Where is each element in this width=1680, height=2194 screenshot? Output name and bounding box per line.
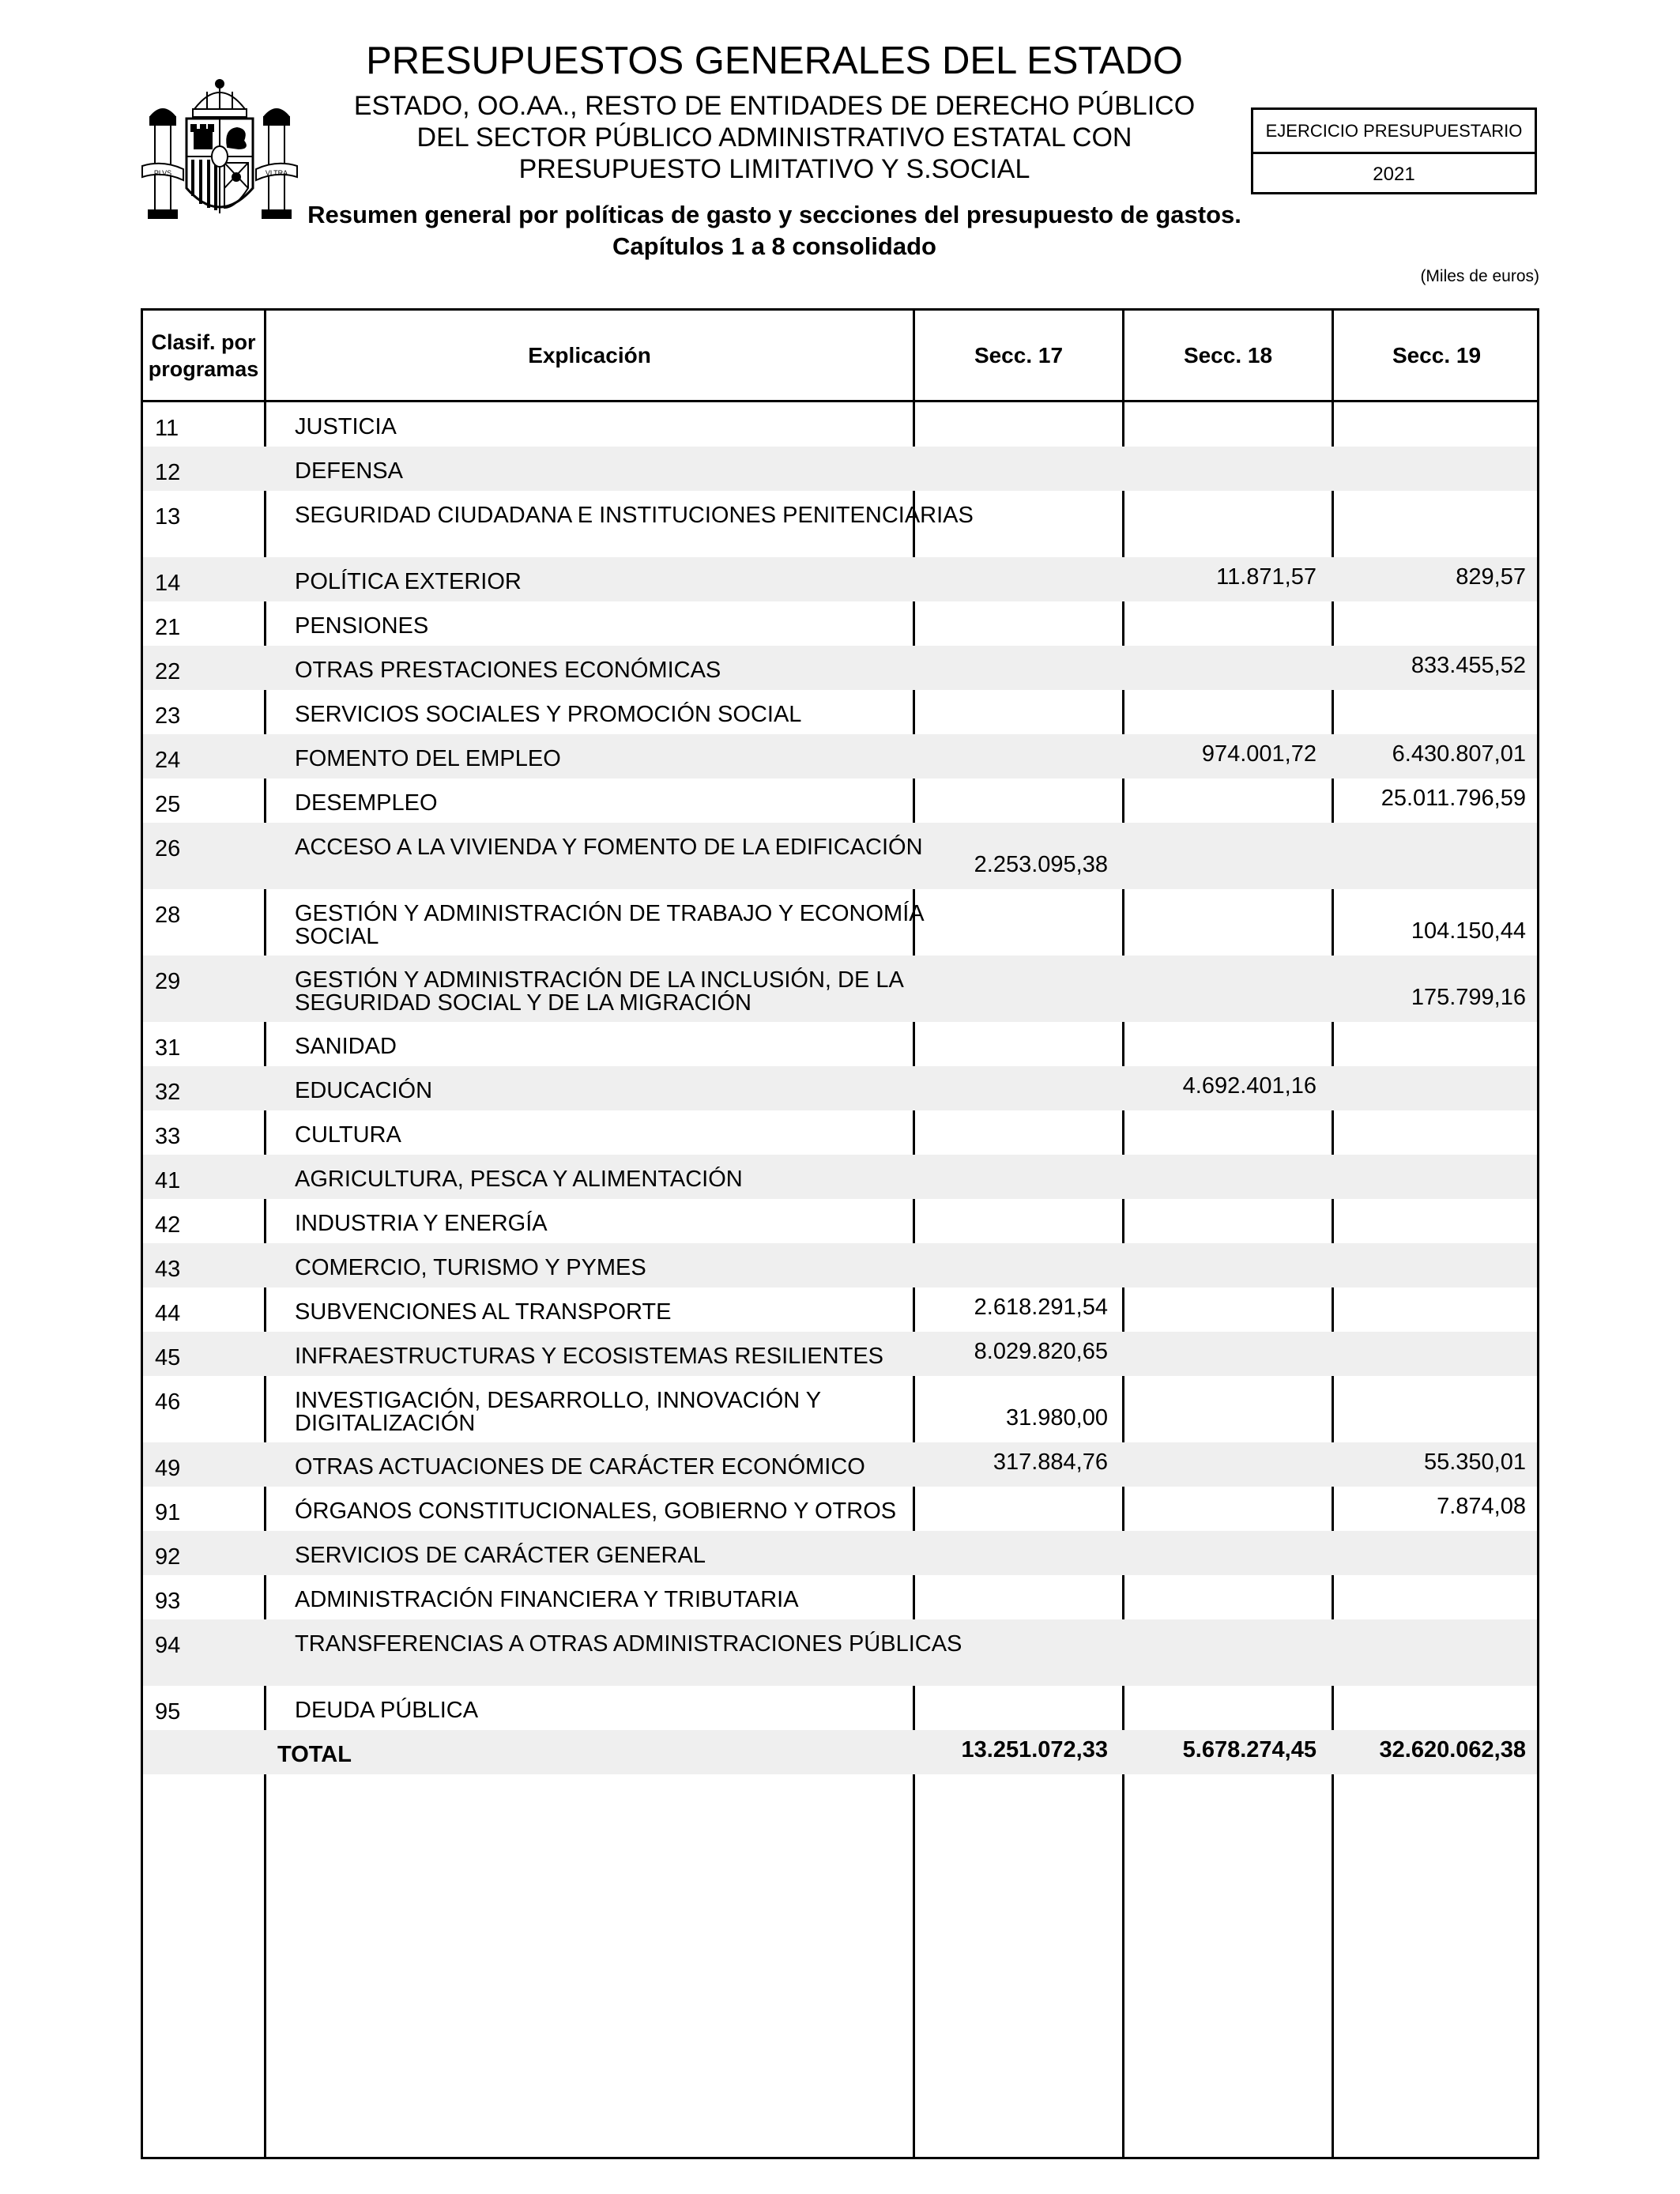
column-header-secc-19: Secc. 19 xyxy=(1392,342,1482,368)
row-description: INDUSTRIA Y ENERGÍA xyxy=(295,1211,548,1236)
row-description: CULTURA xyxy=(295,1122,401,1148)
row-secc-17-value: 317.884,76 xyxy=(993,1449,1108,1475)
table-row xyxy=(143,1376,1537,1442)
table-row xyxy=(143,889,1537,956)
row-code: 32 xyxy=(155,1080,181,1105)
fiscal-year-value: 2021 xyxy=(1373,163,1415,185)
row-description: GESTIÓN Y ADMINISTRACIÓN DE TRABAJO Y ECONOMÍA SOCIAL xyxy=(295,901,923,949)
row-description: PENSIONES xyxy=(295,613,429,639)
table-row xyxy=(143,1686,1537,1730)
row-secc-19-value: 104.150,44 xyxy=(1411,918,1526,944)
table-row xyxy=(143,823,1537,889)
row-description: OTRAS PRESTACIONES ECONÓMICAS xyxy=(295,658,721,683)
subtitle-line: ESTADO, OO.AA., RESTO DE ENTIDADES DE DERECHO PÚBLICO xyxy=(353,91,1196,121)
row-secc-18-value: 11.871,57 xyxy=(1216,564,1317,590)
row-code: 14 xyxy=(155,571,181,596)
row-code: 24 xyxy=(155,748,181,773)
row-secc-19-value: 7.874,08 xyxy=(1437,1494,1526,1519)
row-description: FOMENTO DEL EMPLEO xyxy=(295,746,561,771)
row-code: 94 xyxy=(155,1633,181,1658)
row-description: ÓRGANOS CONSTITUCIONALES, GOBIERNO Y OTROS xyxy=(295,1498,897,1524)
table-row xyxy=(143,1487,1537,1531)
table-row xyxy=(143,690,1537,734)
svg-text:VLTRA: VLTRA xyxy=(265,169,288,177)
row-description: OTRAS ACTUACIONES DE CARÁCTER ECONÓMICO xyxy=(295,1454,865,1480)
total-secc-18: 5.678.274,45 xyxy=(1182,1737,1317,1762)
table-row xyxy=(143,1243,1537,1287)
row-code: 22 xyxy=(155,659,181,684)
table-header xyxy=(143,311,1537,402)
row-description: SEGURIDAD CIUDADANA E INSTITUCIONES PENITENCIARIAS xyxy=(295,503,974,528)
subtitle-line: PRESUPUESTO LIMITATIVO Y S.SOCIAL xyxy=(518,154,1030,184)
table-row xyxy=(143,1110,1537,1155)
row-secc-19-value: 55.350,01 xyxy=(1423,1449,1526,1475)
fiscal-year-label: EJERCICIO PRESUPUESTARIO xyxy=(1253,110,1535,154)
column-header-secc-18: Secc. 18 xyxy=(1183,342,1273,368)
row-description: GESTIÓN Y ADMINISTRACIÓN DE LA INCLUSIÓN, DE LA SEGURIDAD SOCIAL Y DE LA MIGRACIÓN xyxy=(295,967,903,1016)
table-row xyxy=(143,1575,1537,1619)
row-code: 44 xyxy=(155,1301,181,1326)
svg-text:PLVS: PLVS xyxy=(153,169,172,177)
report-description xyxy=(300,199,1249,262)
row-secc-19-value: 25.011.796,59 xyxy=(1381,786,1526,811)
table-row xyxy=(143,734,1537,778)
table-row xyxy=(143,1155,1537,1199)
row-code: 29 xyxy=(155,969,181,994)
row-secc-18-value: 974.001,72 xyxy=(1201,741,1317,767)
row-code: 21 xyxy=(155,615,181,640)
row-code: 49 xyxy=(155,1456,181,1481)
row-description: COMERCIO, TURISMO Y PYMES xyxy=(295,1255,646,1280)
row-description: JUSTICIA xyxy=(295,414,397,439)
row-description: AGRICULTURA, PESCA Y ALIMENTACIÓN xyxy=(295,1167,743,1192)
total-secc-17: 13.251.072,33 xyxy=(961,1737,1108,1762)
table-row xyxy=(143,402,1537,447)
row-code: 28 xyxy=(155,903,181,928)
row-description: ADMINISTRACIÓN FINANCIERA Y TRIBUTARIA xyxy=(295,1587,799,1612)
row-secc-18-value: 4.692.401,16 xyxy=(1182,1073,1317,1099)
table-row xyxy=(143,1531,1537,1575)
table-row xyxy=(143,646,1537,690)
row-description: DEUDA PÚBLICA xyxy=(295,1698,479,1723)
row-secc-17-value: 31.980,00 xyxy=(1005,1405,1108,1431)
table-row xyxy=(143,1199,1537,1243)
table-row xyxy=(143,1442,1537,1487)
row-code: 45 xyxy=(155,1345,181,1370)
row-secc-17-value: 8.029.820,65 xyxy=(974,1339,1108,1364)
column-header-secc-17: Secc. 17 xyxy=(974,342,1064,368)
table-row xyxy=(143,447,1537,491)
row-code: 33 xyxy=(155,1124,181,1149)
row-description: EDUCACIÓN xyxy=(295,1078,433,1103)
table-row xyxy=(143,1619,1537,1686)
units-note: (Miles de euros) xyxy=(1420,267,1539,285)
row-description: INFRAESTRUCTURAS Y ECOSISTEMAS RESILIENTES xyxy=(295,1344,884,1369)
row-code: 95 xyxy=(155,1699,181,1725)
table-row xyxy=(143,1022,1537,1066)
row-description: POLÍTICA EXTERIOR xyxy=(295,569,522,594)
row-code: 11 xyxy=(155,416,179,441)
row-description: SANIDAD xyxy=(295,1034,397,1059)
total-label: TOTAL xyxy=(277,1742,352,1767)
row-secc-17-value: 2.253.095,38 xyxy=(974,852,1108,877)
table-row xyxy=(143,491,1537,557)
row-code: 31 xyxy=(155,1035,181,1061)
row-code: 26 xyxy=(155,836,181,861)
row-description: SERVICIOS SOCIALES Y PROMOCIÓN SOCIAL xyxy=(295,702,802,727)
column-header-explicacion: Explicación xyxy=(528,342,651,368)
table-row xyxy=(143,601,1537,646)
row-code: 91 xyxy=(155,1500,181,1525)
subtitle-line: DEL SECTOR PÚBLICO ADMINISTRATIVO ESTATAL CON xyxy=(416,123,1132,153)
table-row xyxy=(143,1287,1537,1332)
row-code: 41 xyxy=(155,1168,181,1193)
total-row xyxy=(143,1730,1537,1774)
row-code: 25 xyxy=(155,792,181,817)
column-header-clasif: Clasif. por programas xyxy=(148,330,259,381)
row-description: DEFENSA xyxy=(295,458,403,484)
row-secc-19-value: 6.430.807,01 xyxy=(1392,741,1526,767)
report-description-line: Resumen general por políticas de gasto y secciones del presupuesto de gastos. xyxy=(307,201,1241,228)
table-row xyxy=(143,1332,1537,1376)
budget-table xyxy=(141,308,1539,2159)
row-code: 43 xyxy=(155,1257,181,1282)
row-code: 23 xyxy=(155,703,181,729)
row-description: SUBVENCIONES AL TRANSPORTE xyxy=(295,1299,672,1325)
row-description: INVESTIGACIÓN, DESARROLLO, INNOVACIÓN Y DIGITALIZACIÓN xyxy=(295,1388,821,1436)
table-row xyxy=(143,1066,1537,1110)
table-row xyxy=(143,778,1537,823)
total-secc-19: 32.620.062,38 xyxy=(1379,1737,1526,1762)
row-description: SERVICIOS DE CARÁCTER GENERAL xyxy=(295,1543,706,1568)
row-description: TRANSFERENCIAS A OTRAS ADMINISTRACIONES PÚBLICAS xyxy=(295,1631,962,1657)
row-secc-17-value: 2.618.291,54 xyxy=(974,1295,1108,1320)
row-secc-19-value: 833.455,52 xyxy=(1411,653,1526,678)
table-row xyxy=(143,956,1537,1022)
row-code: 46 xyxy=(155,1389,181,1415)
row-secc-19-value: 829,57 xyxy=(1456,564,1526,590)
coat-of-arms-icon xyxy=(139,77,300,229)
row-description: DESEMPLEO xyxy=(295,790,438,816)
row-code: 13 xyxy=(155,504,181,530)
row-code: 92 xyxy=(155,1544,181,1570)
row-description: ACCESO A LA VIVIENDA Y FOMENTO DE LA EDIFICACIÓN xyxy=(295,835,923,860)
report-description-line: Capítulos 1 a 8 consolidado xyxy=(612,232,936,260)
row-code: 42 xyxy=(155,1212,181,1238)
table-body xyxy=(143,402,1537,1774)
row-code: 93 xyxy=(155,1589,181,1614)
page-title: PRESUPUESTOS GENERALES DEL ESTADO xyxy=(366,40,1183,82)
entity-subtitle xyxy=(300,90,1249,185)
table-row xyxy=(143,557,1537,601)
row-secc-19-value: 175.799,16 xyxy=(1411,985,1526,1010)
fiscal-year-box xyxy=(1251,107,1537,194)
row-code: 12 xyxy=(155,460,181,485)
